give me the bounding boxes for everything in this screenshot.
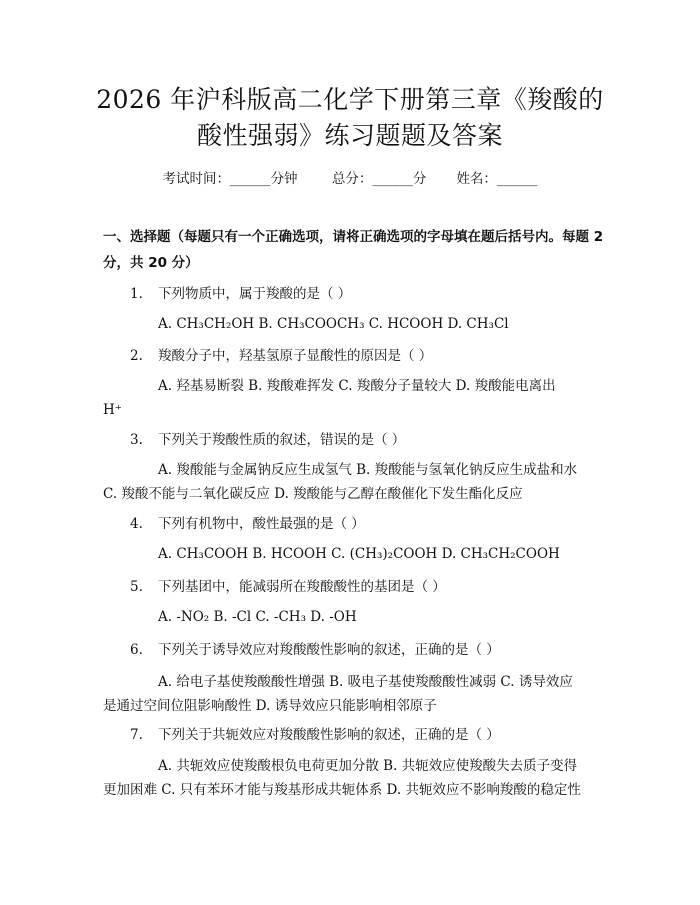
question-text: 下列基团中，能减弱所在羧酸酸性的基团是（ ） xyxy=(158,579,446,595)
section-heading: 一、选择题（每题只有一个正确选项，请将正确选项的字母填在题后括号内。每题 2 分，共 20 分） xyxy=(103,229,604,271)
options-line-continued: 是通过空间位阻影响酸性 D. 诱导效应只能影响相邻原子 xyxy=(103,698,437,714)
options-line: A. 羧酸能与金属钠反应生成氢气 B. 羧酸能与氢氧化钠反应生成盐和水 xyxy=(158,462,578,478)
options-line: A. 羟基易断裂 B. 羧酸难挥发 C. 羧酸分子量较大 D. 羧酸能电离出 xyxy=(158,378,556,394)
question-2-options xyxy=(103,374,603,422)
student-name: 姓名：______ xyxy=(456,171,538,187)
options-line-continued: 更加困难 C. 只有苯环才能与羧基形成共轭体系 D. 共轭效应不影响羧酸的稳定性 xyxy=(103,782,581,798)
options-line-continued: H⁺ xyxy=(103,402,122,418)
question-7-options xyxy=(103,754,603,802)
question-number: 7. xyxy=(130,727,143,743)
question-text: 羧酸分子中，羟基氢原子显酸性的原因是（ ） xyxy=(158,348,433,364)
page-title-line2: 酸性强弱》练习题题及答案 xyxy=(196,121,503,150)
question-5 xyxy=(130,577,446,597)
question-number: 5. xyxy=(130,579,143,595)
question-6-options xyxy=(103,670,603,718)
options-line: A. 给电子基使羧酸酸性增强 B. 吸电子基使羧酸酸性减弱 C. 诱导效应 xyxy=(158,674,573,690)
question-text: 下列关于诱导效应对羧酸酸性影响的叙述，正确的是（ ） xyxy=(158,642,500,658)
question-7 xyxy=(130,725,500,745)
options-line: A. CH₃CH₂OH B. CH₃COOCH₃ C. HCOOH D. CH₃Cl xyxy=(158,316,509,332)
question-number: 1. xyxy=(130,286,143,302)
question-text: 下列有机物中，酸性最强的是（ ） xyxy=(158,516,365,532)
question-1 xyxy=(130,284,351,304)
question-text: 下列物质中，属于羧酸的是（ ） xyxy=(158,286,352,302)
question-number: 2. xyxy=(130,348,143,364)
question-text: 下列关于共轭效应对羧酸酸性影响的叙述，正确的是（ ） xyxy=(158,727,500,743)
question-3 xyxy=(130,430,405,450)
options-line: A. CH₃COOH B. HCOOH C. (CH₃)₂COOH D. CH₃CH₂COOH xyxy=(158,546,560,562)
options-line: A. 共轭效应使羧酸根负电荷更加分散 B. 共轭效应使羧酸失去质子变得 xyxy=(158,758,578,774)
question-4-options xyxy=(103,542,603,566)
question-number: 3. xyxy=(130,432,143,448)
question-2 xyxy=(130,346,432,366)
question-6 xyxy=(130,640,500,660)
question-text: 下列关于羧酸性质的叙述，错误的是（ ） xyxy=(158,432,406,448)
question-4 xyxy=(130,514,365,534)
exam-time: 考试时间：______分钟 xyxy=(162,171,298,187)
question-number: 6. xyxy=(130,642,143,658)
question-5-options xyxy=(103,605,603,629)
exam-info xyxy=(0,167,700,187)
question-3-options xyxy=(103,458,603,506)
total-score: 总分：______分 xyxy=(331,171,427,187)
options-line-continued: C. 羧酸不能与二氧化碳反应 D. 羧酸能与乙醇在酸催化下发生酯化反应 xyxy=(103,486,523,502)
options-line: A. -NO₂ B. -Cl C. -CH₃ D. -OH xyxy=(158,609,357,625)
page-title-line1: 2026 年沪科版高二化学下册第三章《羧酸的 xyxy=(96,85,604,114)
question-number: 4. xyxy=(130,516,143,532)
question-1-options xyxy=(103,312,603,336)
